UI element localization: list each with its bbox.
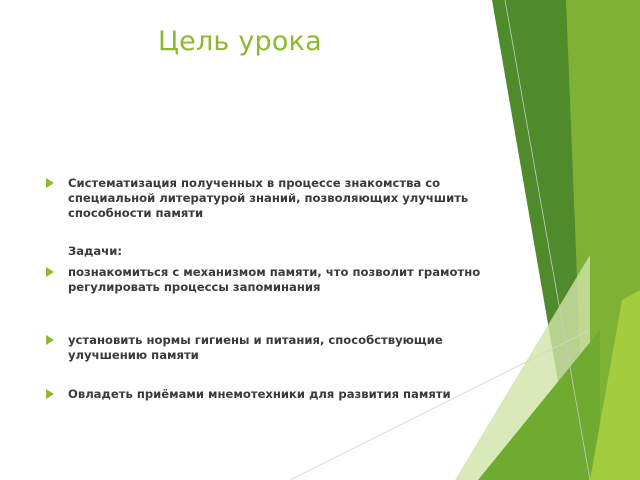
task-item bbox=[46, 265, 486, 295]
tasks-heading bbox=[46, 244, 486, 259]
goal-item bbox=[46, 176, 486, 221]
goal-text: Систематизация полученных в процессе знакомства со специальной литературой знаний, позволяющих улучшить способности памяти bbox=[68, 176, 469, 220]
task-item bbox=[46, 333, 486, 363]
bullet-triangle-icon bbox=[46, 335, 54, 345]
task-text: установить нормы гигиены и питания, способствующие улучшению памяти bbox=[68, 333, 443, 362]
bullet-triangle-icon bbox=[46, 267, 54, 277]
bullet-triangle-icon bbox=[46, 178, 54, 188]
task-text: познакомиться с механизмом памяти, что позволит грамотно регулировать процессы запоминания bbox=[68, 265, 481, 294]
bullet-triangle-icon bbox=[46, 389, 54, 399]
tasks-heading-text: Задачи: bbox=[68, 244, 122, 258]
task-item bbox=[46, 387, 486, 402]
slide-title: Цель урока bbox=[158, 26, 322, 57]
task-text: Овладеть приёмами мнемотехники для развития памяти bbox=[68, 387, 451, 401]
